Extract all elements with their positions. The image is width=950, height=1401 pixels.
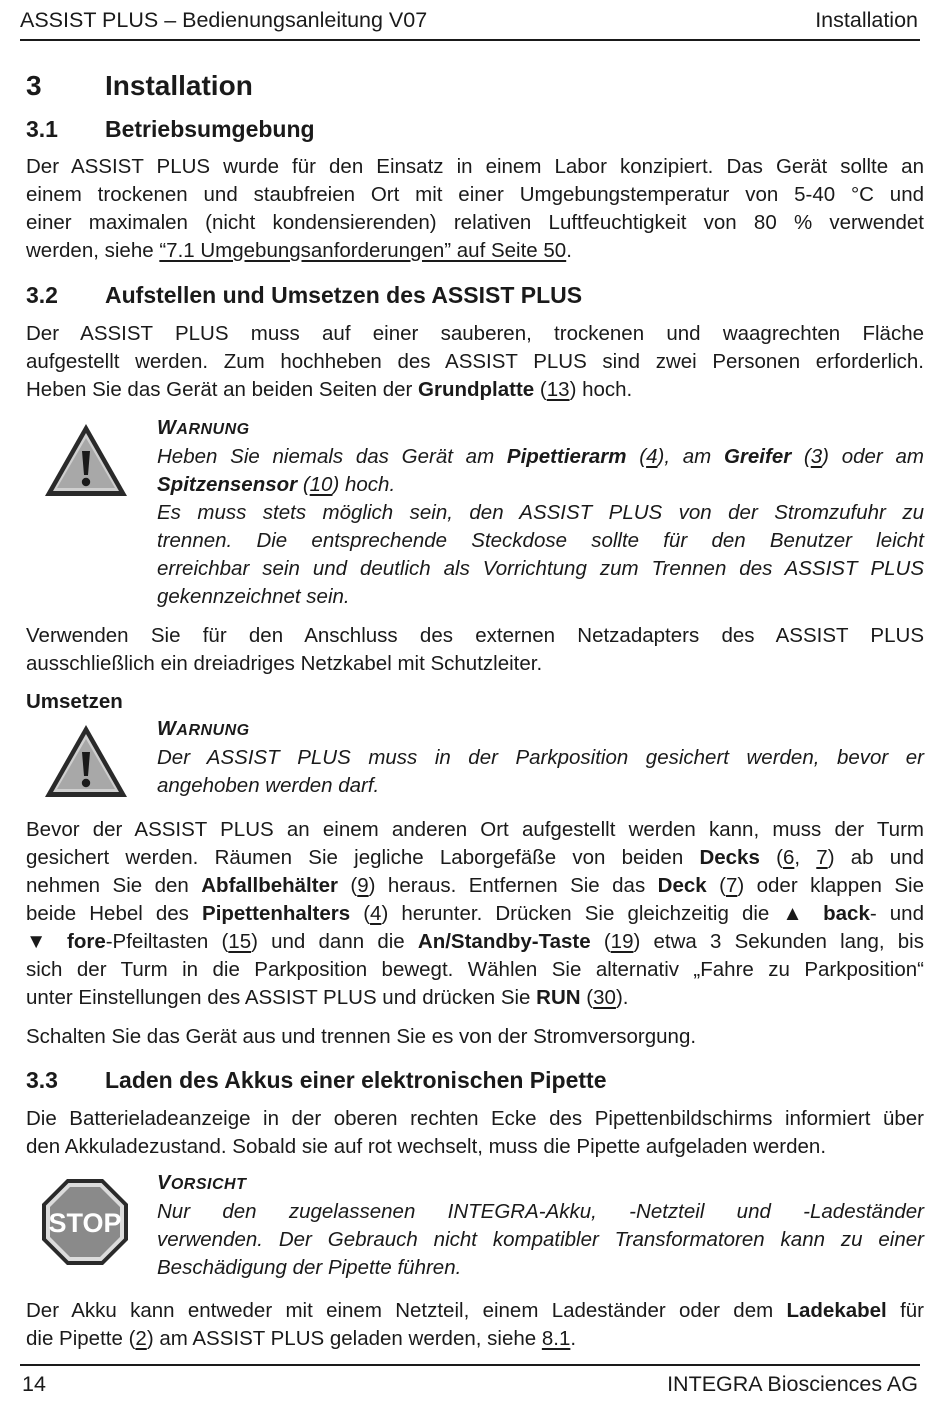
text-fragment: -Pfeiltasten ( xyxy=(105,930,229,953)
text-fragment: ), am xyxy=(657,445,724,468)
paragraph-batterieanzeige xyxy=(26,1105,924,1161)
warning-title xyxy=(157,415,924,443)
text-fragment: ( xyxy=(580,986,594,1009)
section-title: Installation xyxy=(105,70,253,101)
text-line: verwenden. Der Gebrauch nicht kompatibler Transformatoren kann zu einer xyxy=(157,1228,924,1251)
part-ref: 19 xyxy=(610,930,634,953)
text-fragment: ) und dann die xyxy=(251,930,418,953)
text-line xyxy=(26,984,924,1012)
text-line: einer maximalen (nicht kondensierenden) relativen Luftfeuchtigkeit von 80 % verwendet xyxy=(26,211,924,234)
bold-term: ▼ fore xyxy=(26,930,106,953)
part-ref: 6 xyxy=(782,846,795,869)
section-number: 3.3 xyxy=(26,1067,58,1093)
part-ref: 30 xyxy=(593,986,616,1009)
text-line: Der ASSIST PLUS muss auf einer sauberen, trockenen und waagrechten Fläche xyxy=(26,322,924,345)
text-fragment: ( xyxy=(297,473,310,496)
text-fragment: . xyxy=(570,1327,577,1350)
caution-title xyxy=(157,1170,924,1198)
bold-term: Deck xyxy=(657,874,707,897)
text-line: sich der Turm in die Parkposition bewegt. Wählen Sie alternativ „Fahre zu Parkposition“ xyxy=(26,958,924,981)
text-line: gekennzeichnet sein. xyxy=(157,585,350,608)
subheading-umsetzen: Umsetzen xyxy=(26,690,123,713)
bold-term: Greifer xyxy=(723,445,792,468)
text-line xyxy=(26,376,924,404)
cross-reference-link[interactable]: “7.1 Umgebungsanforderungen” auf Seite 50 xyxy=(159,239,567,262)
text-line: Schalten Sie das Gerät aus und trennen Sie es von der Stromversorgung. xyxy=(26,1025,697,1048)
bold-term: An/Standby-Taste xyxy=(417,930,591,953)
bold-term: RUN xyxy=(536,986,581,1009)
bold-term: Pipettenhalters xyxy=(202,902,351,925)
title-rest: ARNUNG xyxy=(176,722,250,739)
section-number: 3 xyxy=(26,70,42,101)
text-fragment: für xyxy=(886,1299,924,1322)
text-fragment: gesichert werden. Räumen Sie jegliche Laborgefäße von beiden xyxy=(26,846,700,869)
warning-box-1 xyxy=(157,415,924,611)
text-line: angehoben werden darf. xyxy=(157,774,380,797)
warning-box-2 xyxy=(157,716,924,800)
text-fragment: ) ab und xyxy=(827,846,924,869)
text-fragment: . xyxy=(566,239,572,262)
title-rest: ORSICHT xyxy=(170,1176,247,1193)
section-3-1-heading xyxy=(26,116,315,143)
warning-title xyxy=(157,716,924,744)
section-number: 3.2 xyxy=(26,282,58,308)
text-fragment: ( xyxy=(759,846,783,869)
text-line: Beschädigung der Pipette führen. xyxy=(157,1256,462,1279)
text-fragment: Heben Sie das Gerät an beiden Seiten der xyxy=(26,378,419,401)
text-line xyxy=(26,1297,924,1325)
text-line: ausschließlich ein dreiadriges Netzkabel mit Schutzleiter. xyxy=(26,652,543,675)
text-fragment: Der Akku kann entweder mit einem Netzteil, einem Ladeständer oder dem xyxy=(26,1299,787,1322)
text-fragment: unter Einstellungen des ASSIST PLUS und drücken Sie xyxy=(26,986,537,1009)
text-fragment: ) am ASSIST PLUS geladen werden, siehe xyxy=(146,1327,542,1350)
part-ref: 4 xyxy=(646,445,658,468)
text-line: trennen. Die entsprechende Steckdose sollte für den Benutzer leicht xyxy=(157,529,924,552)
header-section: Installation xyxy=(815,8,918,32)
section-3-3-heading xyxy=(26,1067,607,1094)
text-fragment: , xyxy=(794,846,817,869)
text-fragment: ) herunter. Drücken Sie gleichzeitig die xyxy=(381,902,783,925)
text-fragment: ) etwa 3 Sekunden lang, bis xyxy=(633,930,924,953)
text-fragment: nehmen Sie den xyxy=(26,874,202,897)
bold-term: Decks xyxy=(699,846,760,869)
page-number: 14 xyxy=(22,1372,46,1396)
bold-term: Pipettierarm xyxy=(506,445,627,468)
text-line xyxy=(26,844,924,872)
section-title: Aufstellen und Umsetzen des ASSIST PLUS xyxy=(105,282,583,308)
text-fragment: die Pipette ( xyxy=(26,1327,136,1350)
text-line xyxy=(26,872,924,900)
text-fragment: ) heraus. Entfernen Sie das xyxy=(368,874,658,897)
text-line: einem trockenen und staubfreien Ort mit einer Umgebungstemperatur von 5-40 °C und xyxy=(26,183,924,206)
text-fragment: Heben Sie niemals das Gerät am xyxy=(157,445,507,468)
stop-sign-icon xyxy=(40,1177,130,1267)
bold-term: Spitzensensor xyxy=(157,473,298,496)
paragraph-betriebsumgebung xyxy=(26,153,924,265)
text-fragment: beide Hebel des xyxy=(26,902,203,925)
paragraph-turm-sichern xyxy=(26,816,924,1012)
bold-term: ▲ back xyxy=(782,902,870,925)
header-title: ASSIST PLUS – Bedienungsanleitung V07 xyxy=(20,8,428,32)
section-title: Betriebsumgebung xyxy=(105,116,315,142)
part-ref: 10 xyxy=(309,473,333,496)
text-fragment: ) hoch. xyxy=(569,378,633,401)
paragraph-aufstellen xyxy=(26,320,924,404)
text-fragment: ( xyxy=(626,445,647,468)
bold-term: Abfallbehälter xyxy=(201,874,338,897)
text-line: den Akkuladezustand. Sobald sie auf rot wechselt, muss die Pipette aufgeladen werden. xyxy=(26,1135,827,1158)
company-name: INTEGRA Biosciences AG xyxy=(667,1372,918,1396)
part-ref: 4 xyxy=(370,902,382,925)
text-line: Verwenden Sie für den Anschluss des externen Netzadapters des ASSIST PLUS xyxy=(26,624,924,647)
section-3-2-heading xyxy=(26,282,582,309)
bold-term: Grundplatte xyxy=(418,378,535,401)
text-fragment: ) oder am xyxy=(822,445,924,468)
paragraph-netzkabel xyxy=(26,622,924,678)
part-ref: 15 xyxy=(228,930,252,953)
text-line xyxy=(26,900,924,928)
text-line xyxy=(26,1325,924,1353)
text-fragment: ( xyxy=(706,874,726,897)
text-line: Nur den zugelassenen INTEGRA-Akku, -Netzteil und -Ladeständer xyxy=(157,1200,924,1223)
part-ref: 13 xyxy=(546,378,570,401)
text-fragment: ) hoch. xyxy=(332,473,396,496)
page-footer xyxy=(20,1364,920,1400)
warning-triangle-icon xyxy=(42,421,130,499)
part-ref: 9 xyxy=(357,874,369,897)
section-title: Laden des Akkus einer elektronischen Pipette xyxy=(105,1067,607,1093)
caution-box xyxy=(157,1170,924,1282)
title-cap: V xyxy=(157,1172,171,1194)
text-fragment: ( xyxy=(791,445,811,468)
text-line: Bevor der ASSIST PLUS an einem anderen Ort aufgestellt werden kann, muss der Turm xyxy=(26,818,924,841)
text-line: Der ASSIST PLUS wurde für den Einsatz in einem Labor konzipiert. Das Gerät sollte an xyxy=(26,155,924,178)
text-line: Die Batterieladeanzeige in der oberen rechten Ecke des Pipettenbildschirms informiert über xyxy=(26,1107,924,1130)
section-3-heading xyxy=(26,70,253,102)
paragraph-akku-laden xyxy=(26,1297,924,1353)
title-rest: ARNUNG xyxy=(176,421,250,438)
page-header xyxy=(20,5,920,41)
text-line: aufgestellt werden. Zum hochheben des ASSIST PLUS sind zwei Personen erforderlich. xyxy=(26,350,924,373)
paragraph-ausschalten xyxy=(26,1023,924,1051)
section-number: 3.1 xyxy=(26,116,58,142)
bold-term: Ladekabel xyxy=(786,1299,887,1322)
text-fragment: ). xyxy=(615,986,629,1009)
warning-triangle-icon xyxy=(42,722,130,800)
text-line xyxy=(26,928,924,956)
text-line xyxy=(157,443,924,471)
cross-reference-link[interactable]: 8.1 xyxy=(541,1327,571,1350)
text-line xyxy=(157,471,924,499)
text-line: Der ASSIST PLUS muss in der Parkposition gesichert werden, bevor er xyxy=(157,746,924,769)
text-fragment: ( xyxy=(534,378,547,401)
text-line xyxy=(26,237,924,265)
part-ref: 2 xyxy=(135,1327,147,1350)
text-fragment: ( xyxy=(337,874,358,897)
title-cap: W xyxy=(157,718,177,740)
text-fragment: ( xyxy=(350,902,371,925)
text-line: Es muss stets möglich sein, den ASSIST PLUS von der Stromzufuhr zu xyxy=(157,501,924,524)
stop-sign-text: STOP xyxy=(48,1208,122,1238)
text-fragment: ) oder klappen Sie xyxy=(737,874,924,897)
text-line: erreichbar sein und deutlich als Vorrichtung zum Trennen des ASSIST PLUS xyxy=(157,557,924,580)
part-ref: 7 xyxy=(816,846,828,869)
text-fragment: - und xyxy=(869,902,924,925)
part-ref: 3 xyxy=(810,445,823,468)
title-cap: W xyxy=(157,417,177,439)
part-ref: 7 xyxy=(725,874,738,897)
text-fragment: ( xyxy=(590,930,611,953)
text-fragment: werden, siehe xyxy=(26,239,160,262)
